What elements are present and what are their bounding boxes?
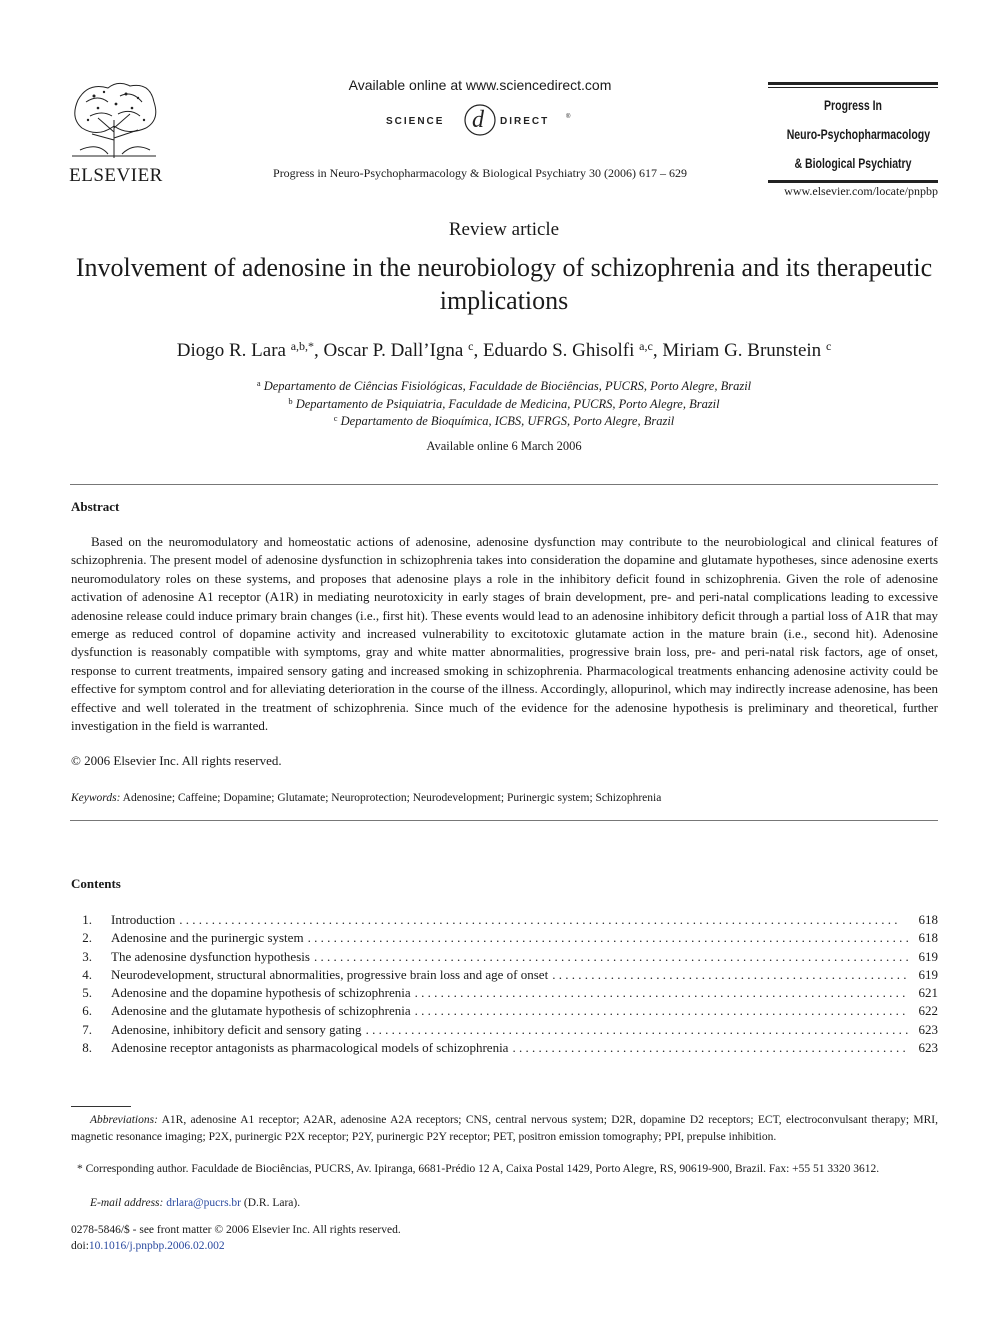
divider — [70, 820, 938, 821]
toc-title: The adenosine dysfunction hypothesis — [111, 948, 310, 964]
article-title: Involvement of adenosine in the neurobiology of schizophrenia and its therapeutic implications — [75, 253, 933, 315]
toc-page: 619 — [918, 948, 938, 964]
article-type: Review article — [448, 219, 560, 240]
author-name[interactable]: Eduardo S. Ghisolfi — [482, 340, 635, 361]
toc-page: 619 — [918, 966, 938, 982]
toc-item[interactable] — [71, 1002, 938, 1020]
journal-citation: Progress in Neuro-Psychopharmacology & Biological Psychiatry 30 (2006) 617 – 629 — [273, 166, 687, 180]
author-list: Diogo R. Lara $^{a,b,*}$, Oscar P. Dall’Igna $^c$, Eduardo S. Ghisolfi $^{a,c}$, Miriam G. Brunstein $^c$ — [176, 339, 832, 361]
available-date: Available online 6 March 2006 — [426, 439, 582, 453]
sd-left-text: SCIENCE — [386, 116, 445, 127]
toc-number: 7. — [82, 1021, 92, 1037]
divider — [70, 484, 938, 485]
journal-title-line: & Biological Psychiatry — [794, 156, 912, 171]
journal-title-line: Progress In — [824, 98, 882, 113]
toc-item[interactable] — [71, 929, 938, 947]
toc-number: 4. — [82, 966, 92, 982]
toc-item[interactable] — [71, 966, 938, 984]
corresponding-text: Corresponding author. Faculdade de Biociências, PUCRS, Av. Ipiranga, 6681-Prédio 12 A, Caixa Postal 1429, Porto Alegre, RS, 90619-900, Brazil. Fax: +55 51 3320 3612. — [85, 1163, 880, 1175]
toc-number: 2. — [82, 930, 92, 946]
abstract-text: Based on the neuromodulatory and homeostatic actions of adenosine, adenosine dysfunction may contribute to the neurobiological and clinical features of schizophrenia. The present model of adenosine dysfunction in schizophrenia takes into consideration the dopamine and glutamate hypotheses, since adenosine exerts neuromodulatory roles on these systems, and proposes that adenosine plays a role in the inhibitory deficit found in schizophrenia. Given the role of adenosine activation of adenosine A1 receptor (A1R) in mediating neurotoxicity in early stages of brain development, pre- and peri-natal complications leading to excessive adenosine release could induce primary brain changes (i.e., first hit). These events would lead to an adenosine inhibitory deficit through a partial loss of A1R that may emerge as reduced control of dopamine activity and increased vulnerability to excitotoxic glutamate action in the mature brain (i.e., second hit). Adenosine dysfunction is reasonably compatible with symptoms, gray and white matter abnormalities, progressive brain loss, pre- and peri-natal risk factors, age of onset, response to current treatments, impaired sensory gating and increased smoking in schizophrenia. Pharmacological treatments enhancing adenosine activity could be effective for symptom control and for alleviating deterioration in the course of the illness. Accordingly, allopurinol, which may indirectly increase adenosine, has been effective and well tolerated in the treatment of schizophrenia. Since much of the evidence for the adenosine hypothesis is preliminary and theoretical, further investigation in the field is warranted. — [71, 534, 938, 734]
toc-title: Introduction — [111, 912, 176, 927]
email-footnote — [71, 1195, 938, 1212]
toc-page: 623 — [918, 1021, 938, 1037]
doi-prefix: doi: — [71, 1240, 89, 1252]
affiliation-key: c — [333, 413, 338, 423]
affiliation — [0, 378, 992, 394]
author-affil-marker: a,b,* — [290, 339, 315, 353]
elsevier-tree-icon — [68, 80, 160, 158]
affiliation-key: a — [256, 378, 261, 388]
affiliation — [0, 396, 992, 412]
toc-number: 1. — [82, 912, 92, 927]
toc-title: Neurodevelopment, structural abnormalities, progressive brain loss and age of onset — [111, 966, 549, 982]
abbreviations-text: A1R, adenosine A1 receptor; A2AR, adenosine A2A receptors; CNS, central nervous system; D2R, dopamine D2 receptors; ECT, electroconvulsant therapy; MRI, magnetic resonance imaging; P2X, purinergic P2X receptor; P2Y, purinergic P2Y receptor; PET, positron emission tomography; PPI, prepulse inhibition. — [71, 1114, 938, 1143]
author-name[interactable]: Diogo R. Lara — [176, 340, 286, 361]
abbreviations-footnote — [71, 1112, 938, 1145]
email-label: E-mail address: — [90, 1197, 164, 1209]
affiliation-text: Departamento de Bioquímica, ICBS, UFRGS, Porto Alegre, Brazil — [340, 414, 675, 428]
corresponding-mark: * — [77, 1163, 83, 1175]
toc-number: 8. — [82, 1040, 92, 1056]
toc-title: Adenosine and the dopamine hypothesis of schizophrenia — [111, 985, 411, 1001]
copyright: © 2006 Elsevier Inc. All rights reserved. — [71, 753, 282, 768]
author-affil-marker: a,c — [639, 339, 653, 353]
svg-text:®: ® — [566, 114, 571, 120]
abstract-heading: Abstract — [71, 499, 120, 514]
toc-item[interactable] — [71, 984, 938, 1002]
toc-page: 618 — [918, 912, 938, 927]
contents-heading: Contents — [71, 876, 121, 891]
toc-item[interactable] — [71, 948, 938, 966]
toc-title: Adenosine and the purinergic system — [111, 930, 304, 946]
abbreviations-label: Abbreviations: — [90, 1114, 158, 1126]
elsevier-logo — [68, 80, 164, 187]
available-online-text[interactable]: Available online at www.sciencedirect.com — [348, 77, 612, 93]
toc-page: 621 — [918, 985, 938, 1001]
svg-text:d: d — [472, 107, 484, 133]
keywords — [71, 792, 938, 804]
affiliation — [0, 413, 992, 429]
toc-page: 618 — [918, 930, 938, 946]
toc-title: Adenosine, inhibitory deficit and sensory gating — [111, 1021, 362, 1037]
keywords-list: Adenosine; Caffeine; Dopamine; Glutamate; Neuroprotection; Neurodevelopment; Purinergic system; Schizophrenia — [122, 792, 662, 804]
footnote-divider — [71, 1106, 131, 1107]
author-name[interactable]: Oscar P. Dall’Igna — [323, 340, 464, 361]
sd-right-text: DIRECT — [500, 116, 550, 127]
doi-line — [71, 1240, 225, 1252]
toc-page: 623 — [918, 1040, 938, 1056]
affiliation-text: Departamento de Ciências Fisiológicas, Faculdade de Biociências, PUCRS, Porto Alegre, Brazil — [263, 379, 752, 393]
corresponding-author-footnote — [71, 1161, 938, 1178]
email-link[interactable]: drlara@pucrs.br — [166, 1197, 242, 1209]
table-of-contents — [71, 911, 938, 1057]
keywords-label: Keywords: — [71, 792, 121, 804]
toc-title: Adenosine receptor antagonists as pharmacological models of schizophrenia — [111, 1040, 509, 1056]
toc-page: 622 — [918, 1003, 938, 1019]
toc-number: 3. — [82, 948, 92, 964]
journal-title-box — [768, 82, 938, 183]
author-affil-marker: c — [825, 339, 832, 353]
publisher-name: ELSEVIER — [69, 165, 163, 186]
author-affil-marker: c — [468, 339, 474, 353]
journal-url[interactable]: www.elsevier.com/locate/pnpbp — [784, 184, 938, 198]
affiliation-text: Departamento de Psiquiatria, Faculdade de Medicina, PUCRS, Porto Alegre, Brazil — [295, 397, 720, 411]
journal-title-line: Neuro-Psychopharmacology — [786, 127, 931, 142]
toc-item[interactable] — [71, 1039, 938, 1057]
sciencedirect-logo — [380, 102, 580, 138]
toc-title: Adenosine and the glutamate hypothesis of schizophrenia — [111, 1003, 411, 1019]
toc-item[interactable] — [71, 911, 938, 929]
doi-link[interactable]: 10.1016/j.pnpbp.2006.02.002 — [88, 1240, 225, 1252]
toc-item[interactable] — [71, 1021, 938, 1039]
toc-number: 6. — [82, 1003, 92, 1019]
email-suffix: (D.R. Lara). — [243, 1197, 301, 1209]
toc-number: 5. — [82, 985, 92, 1001]
author-name[interactable]: Miriam G. Brunstein — [662, 340, 822, 361]
issn-line: 0278-5846/$ - see front matter © 2006 Elsevier Inc. All rights reserved. — [71, 1224, 401, 1236]
affiliation-key: b — [288, 396, 293, 406]
